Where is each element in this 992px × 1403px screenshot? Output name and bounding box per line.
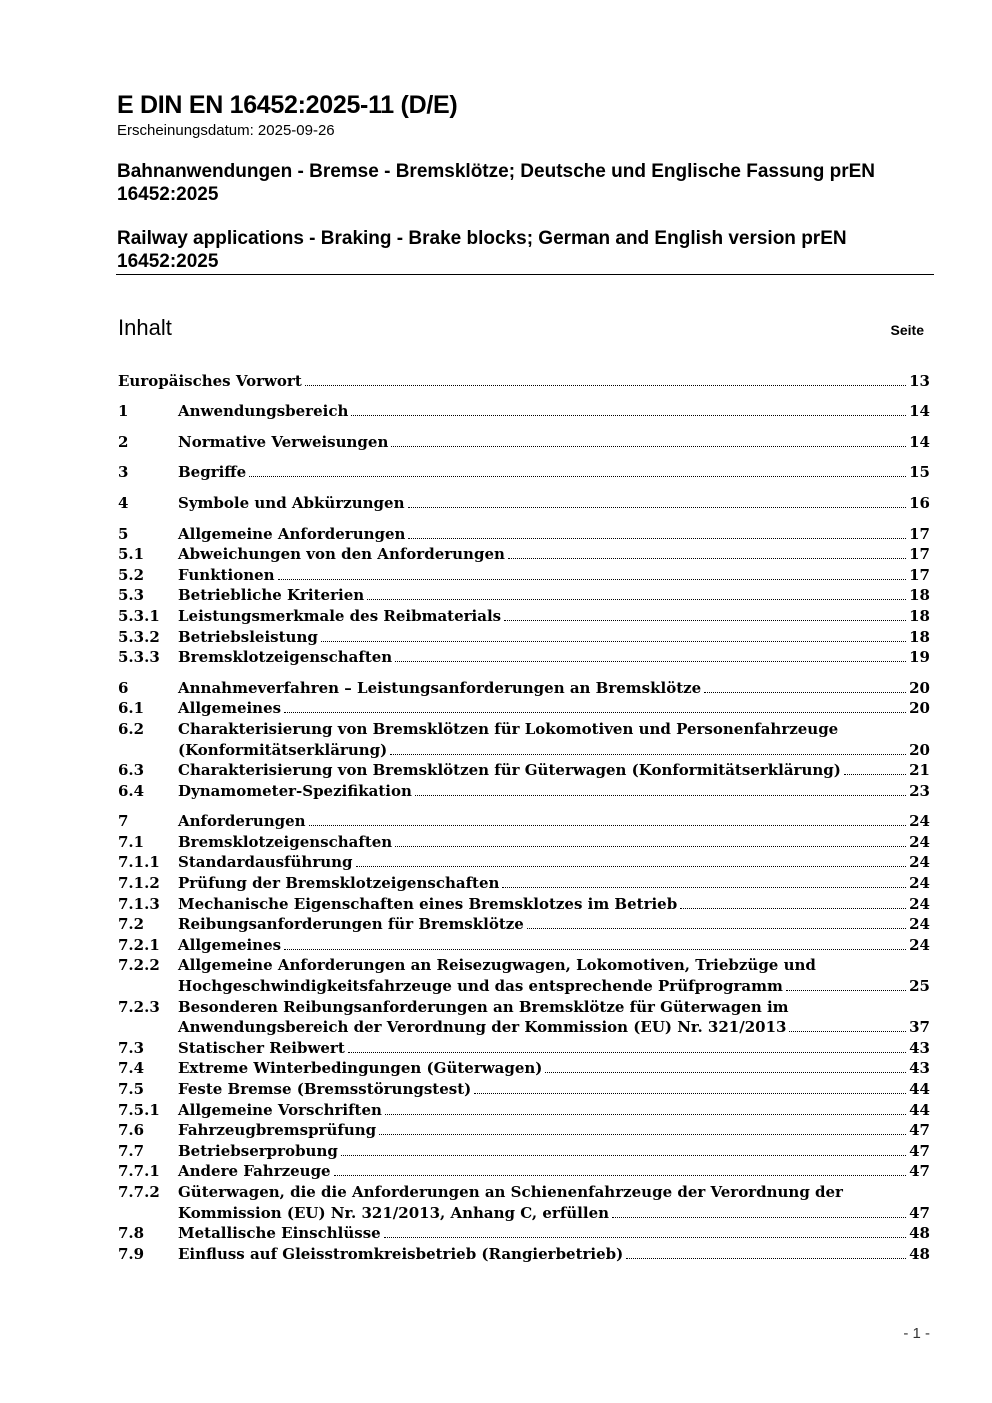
toc-entry-page: 20 — [909, 678, 930, 697]
toc-entry-page: 24 — [909, 874, 930, 893]
toc-entry-page: 24 — [909, 832, 930, 851]
toc-entry[interactable] — [118, 1223, 930, 1244]
title-german: Bahnanwendungen - Bremse - Bremsklötze; Deutsche und Englische Fassung prEN 16452:2025 — [117, 161, 876, 205]
toc-entry-title-wrap — [178, 832, 909, 852]
toc-entry-number: 7.1.2 — [118, 874, 160, 893]
toc-leader-dots — [395, 846, 906, 847]
toc-entry-title-wrap — [178, 719, 910, 739]
toc-entry-page: 37 — [909, 1018, 930, 1037]
toc-entry[interactable] — [118, 544, 930, 565]
toc-entry-title-wrap — [178, 647, 909, 667]
toc-entry-number: 3 — [118, 463, 129, 482]
toc-entry-title: Allgemeine Anforderungen an Reisezugwagen, Lokomotiven, Triebzüge und — [178, 956, 816, 975]
toc-entry-page: 16 — [909, 493, 930, 512]
toc-entry-title: Anwendungsbereich der Verordnung der Kommission (EU) Nr. 321/2013 — [178, 1018, 787, 1037]
toc-entry-number: 5.3.2 — [118, 627, 160, 646]
toc-entry-title-wrap — [178, 524, 909, 544]
toc-entry-title: Leistungsmerkmale des Reibmaterials — [178, 606, 502, 625]
toc-entry-page: 18 — [909, 606, 930, 625]
toc-entry-number: 7.2.2 — [118, 956, 160, 975]
toc-entry-number: 7 — [118, 812, 129, 831]
toc-leader-dots — [249, 476, 906, 477]
toc-entry[interactable] — [118, 955, 930, 976]
toc-leader-dots — [408, 507, 907, 508]
toc-leader-dots — [367, 599, 906, 600]
toc-entry-page: 19 — [909, 648, 930, 667]
toc-leader-dots — [504, 620, 906, 621]
toc-entry-title: Betriebserprobung — [178, 1141, 338, 1160]
toc-entry-title-wrap — [178, 914, 909, 934]
toc-entry-title-wrap — [178, 1017, 909, 1037]
toc-entry-title: Funktionen — [178, 565, 275, 584]
toc-entry-title: Feste Bremse (Bremsstörungstest) — [178, 1080, 472, 1098]
toc-leader-dots — [680, 908, 906, 909]
toc-entry-title-wrap — [178, 873, 909, 893]
toc-entry[interactable] — [118, 370, 930, 391]
toc-entry-page: 47 — [909, 1121, 930, 1140]
toc-entry[interactable] — [118, 1202, 930, 1223]
toc-entry-number: 7.3 — [118, 1038, 145, 1057]
toc-leader-dots — [341, 1155, 906, 1156]
toc-leader-dots — [384, 1237, 906, 1238]
toc-entry-title: Allgemeine Anforderungen — [178, 524, 406, 543]
toc-leader-dots — [309, 825, 907, 826]
toc-entry-page: 24 — [909, 915, 930, 934]
toc-entry-title-wrap — [178, 678, 909, 698]
toc-entry-page: 13 — [909, 371, 930, 390]
toc-leader-dots — [415, 795, 906, 796]
toc-entry[interactable] — [118, 996, 930, 1017]
toc-entry-page: 17 — [909, 524, 930, 543]
toc-entry[interactable] — [118, 760, 930, 781]
toc-entry-page: 14 — [909, 402, 930, 421]
toc-entry-title-wrap — [178, 894, 909, 914]
toc-entry-title: Güterwagen, die die Anforderungen an Schienenfahrzeuge der Verordnung der — [178, 1182, 843, 1201]
toc-entry-page: 47 — [909, 1203, 930, 1222]
toc-entry-number: 7.2 — [118, 915, 145, 934]
toc-entry-page: 48 — [909, 1244, 930, 1263]
toc-entry-title: Charakterisierung von Bremsklötzen für Güterwagen (Konformitätserklärung) — [178, 761, 841, 780]
toc-leader-dots — [284, 949, 906, 950]
toc-entry-title: Dynamometer-Spezifikation — [178, 781, 412, 800]
toc-entry-title: Normative Verweisungen — [178, 432, 389, 451]
toc-entry-number: 5 — [118, 524, 129, 543]
toc-entry-title-wrap — [178, 1079, 909, 1099]
toc-entry-page: 24 — [909, 812, 930, 831]
toc-entry-title: Begriffe — [178, 463, 247, 482]
toc-entry[interactable] — [118, 739, 930, 760]
toc-leader-dots — [408, 538, 906, 539]
toc-entry-number: 1 — [118, 402, 129, 421]
toc-entry[interactable] — [118, 677, 930, 698]
toc-entry-number: 6.2 — [118, 719, 145, 738]
toc-entry[interactable] — [118, 872, 930, 893]
toc-entry-page: 24 — [909, 894, 930, 913]
toc-entry-page: 17 — [909, 545, 930, 564]
toc-leader-dots — [508, 558, 906, 559]
toc-entry-title-wrap — [178, 781, 909, 801]
table-of-contents — [118, 370, 930, 1264]
toc-entry-title-wrap — [178, 1058, 909, 1078]
toc-entry-title-wrap — [178, 1120, 909, 1140]
toc-entry[interactable] — [118, 523, 930, 544]
toc-entry-title: Einfluss auf Gleisstromkreisbetrieb (Rangierbetrieb) — [178, 1244, 624, 1263]
toc-entry-page: 21 — [909, 761, 930, 780]
toc-entry-number: 7.2.1 — [118, 935, 160, 954]
toc-entry-page: 47 — [909, 1141, 930, 1160]
toc-entry-number: 7.6 — [118, 1121, 145, 1140]
toc-entry-page: 18 — [909, 586, 930, 605]
toc-leader-dots — [527, 928, 906, 929]
toc-entry[interactable] — [118, 605, 930, 626]
toc-leader-dots — [395, 661, 906, 662]
toc-entry-title-wrap — [178, 760, 909, 780]
toc-entry-number: 7.5.1 — [118, 1100, 160, 1119]
toc-entry-title: Bremsklotzeigenschaften — [178, 648, 393, 667]
toc-entry-title-wrap — [178, 997, 910, 1017]
toc-entry-title: Betriebsleistung — [178, 627, 318, 646]
toc-entry-number: 6.4 — [118, 781, 145, 800]
toc-entry-title: Annahmeverfahren – Leistungsanforderungen an Bremsklötze — [178, 678, 702, 697]
toc-entry[interactable] — [118, 975, 930, 996]
toc-entry-title: Mechanische Eigenschaften eines Bremsklotzes im Betrieb — [178, 894, 678, 913]
toc-entry[interactable] — [118, 831, 930, 852]
toc-entry[interactable] — [118, 1243, 930, 1264]
toc-leader-dots — [385, 1114, 906, 1115]
toc-entry-title-wrap — [178, 1038, 909, 1058]
toc-entry-page: 14 — [909, 432, 930, 451]
toc-entry-title: Europäisches Vorwort — [118, 371, 302, 390]
toc-entry[interactable] — [118, 893, 930, 914]
toc-entry-title-wrap — [178, 462, 909, 482]
toc-entry-page: 43 — [909, 1038, 930, 1057]
toc-entry-page: 44 — [909, 1080, 930, 1098]
toc-entry[interactable] — [118, 934, 930, 955]
toc-entry[interactable] — [118, 1099, 930, 1120]
toc-entry-number: 5.3.3 — [118, 648, 160, 667]
toc-entry-number: 4 — [118, 493, 129, 512]
toc-entry-page: 20 — [909, 740, 930, 759]
toc-entry-page: 48 — [909, 1224, 930, 1243]
toc-entry-title-wrap — [178, 1161, 909, 1181]
toc-entry[interactable] — [118, 585, 930, 606]
toc-entry-number: 6.1 — [118, 699, 145, 718]
toc-leader-dots — [351, 415, 906, 416]
toc-entry[interactable] — [118, 1120, 930, 1141]
toc-entry-title-wrap — [178, 627, 909, 647]
toc-entry-title: Abweichungen von den Anforderungen — [178, 545, 505, 564]
toc-entry[interactable] — [118, 1017, 930, 1038]
toc-entry-title-wrap — [118, 371, 909, 391]
toc-leader-dots — [844, 774, 906, 775]
toc-entry-title: Prüfung der Bremsklotzeigenschaften — [178, 874, 500, 893]
toc-entry-title-wrap — [178, 565, 909, 585]
toc-leader-dots — [474, 1093, 906, 1094]
toc-entry-title: Anforderungen — [178, 812, 306, 831]
toc-entry[interactable] — [118, 564, 930, 585]
toc-leader-dots — [348, 1052, 906, 1053]
toc-entry-title: Standardausführung — [178, 853, 353, 872]
toc-entry[interactable] — [118, 1058, 930, 1079]
page-number: - 1 - — [903, 1325, 930, 1342]
toc-entry-number: 2 — [118, 432, 129, 451]
toc-entry[interactable] — [118, 462, 930, 483]
toc-entry-title-wrap — [178, 740, 909, 760]
toc-leader-dots — [284, 712, 906, 713]
toc-entry-title-wrap — [178, 976, 909, 996]
toc-entry-title-wrap — [178, 544, 909, 564]
toc-entry-title: Allgemeine Vorschriften — [178, 1100, 382, 1119]
toc-entry[interactable] — [118, 811, 930, 832]
toc-entry-number: 7.4 — [118, 1059, 145, 1078]
toc-entry-page: 24 — [909, 935, 930, 954]
toc-entry-title-wrap — [178, 811, 909, 831]
toc-entry[interactable] — [118, 780, 930, 801]
toc-entry-title-wrap — [178, 493, 909, 513]
toc-leader-dots — [356, 866, 907, 867]
toc-entry-title-wrap — [178, 1203, 909, 1223]
toc-leader-dots — [321, 641, 906, 642]
toc-entry[interactable] — [118, 647, 930, 668]
toc-entry-title-wrap — [178, 401, 909, 421]
toc-entry-number: 6.3 — [118, 761, 145, 780]
toc-entry-page: 18 — [909, 627, 930, 646]
toc-leader-dots — [545, 1072, 906, 1073]
toc-entry-title: Reibungsanforderungen für Bremsklötze — [178, 915, 524, 934]
toc-leader-dots — [390, 754, 906, 755]
page-column-label: Seite — [890, 322, 924, 338]
toc-entry-page: 23 — [909, 781, 930, 800]
toc-entry-number: 7.5 — [118, 1080, 145, 1098]
toc-entry-number: 7.9 — [118, 1244, 145, 1263]
toc-entry-number: 5.3 — [118, 586, 145, 605]
toc-entry-number: 7.1.1 — [118, 853, 160, 872]
toc-entry-page: 17 — [909, 565, 930, 584]
toc-entry[interactable] — [118, 492, 930, 513]
toc-entry[interactable] — [118, 1078, 930, 1099]
toc-entry-number: 6 — [118, 678, 129, 697]
toc-entry-title: Fahrzeugbremsprüfung — [178, 1121, 377, 1140]
toc-leader-dots — [626, 1258, 906, 1259]
toc-entry-title-wrap — [178, 585, 909, 605]
toc-leader-dots — [334, 1175, 907, 1176]
toc-entry-page: 43 — [909, 1059, 930, 1078]
toc-entry-title: Anwendungsbereich — [178, 402, 349, 421]
toc-entry-number: 7.7.2 — [118, 1182, 160, 1201]
toc-entry-title: Allgemeines — [178, 935, 282, 954]
toc-entry-number: 5.3.1 — [118, 606, 160, 625]
toc-entry-number: 5.1 — [118, 545, 145, 564]
toc-entry-title: Betriebliche Kriterien — [178, 586, 365, 605]
toc-entry[interactable] — [118, 401, 930, 422]
publication-date: Erscheinungsdatum: 2025-09-26 — [117, 122, 335, 139]
toc-entry-title: Hochgeschwindigkeitsfahrzeuge und das entsprechende Prüfprogramm — [178, 977, 783, 996]
toc-entry-title: Bremsklotzeigenschaften — [178, 832, 393, 851]
header-divider — [116, 274, 934, 275]
toc-entry-number: 7.2.3 — [118, 997, 160, 1016]
toc-entry[interactable] — [118, 914, 930, 935]
toc-entry-title-wrap — [178, 955, 910, 975]
toc-entry-title-wrap — [178, 1141, 909, 1161]
toc-entry-title-wrap — [178, 606, 909, 626]
toc-entry-page: 25 — [909, 977, 930, 996]
toc-entry-number: 7.1 — [118, 832, 145, 851]
toc-leader-dots — [704, 692, 906, 693]
toc-entry-page: 47 — [909, 1162, 930, 1181]
toc-entry-title-wrap — [178, 852, 909, 872]
toc-entry-number: 7.8 — [118, 1224, 145, 1243]
toc-entry-title-wrap — [178, 1182, 910, 1202]
toc-entry-title-wrap — [178, 1244, 909, 1264]
toc-entry-number: 7.7.1 — [118, 1162, 160, 1181]
toc-leader-dots — [612, 1217, 906, 1218]
toc-leader-dots — [789, 1031, 906, 1032]
title-english: Railway applications - Braking - Brake blocks; German and English version prEN 16452:2025 — [117, 228, 847, 272]
toc-entry[interactable] — [118, 852, 930, 873]
toc-leader-dots — [502, 887, 906, 888]
toc-entry[interactable] — [118, 1161, 930, 1182]
toc-leader-dots — [786, 990, 906, 991]
toc-entry-title-wrap — [178, 432, 909, 452]
toc-leader-dots — [379, 1134, 906, 1135]
toc-entry-title-wrap — [178, 1100, 909, 1120]
toc-entry-title: Extreme Winterbedingungen (Güterwagen) — [178, 1059, 543, 1078]
toc-entry[interactable] — [118, 626, 930, 647]
toc-entry[interactable] — [118, 1181, 930, 1202]
toc-entry-title: Symbole und Abkürzungen — [178, 493, 405, 512]
toc-entry[interactable] — [118, 718, 930, 739]
toc-entry-title: Statischer Reibwert — [178, 1038, 345, 1057]
toc-leader-dots — [305, 385, 906, 386]
toc-entry-title: Metallische Einschlüsse — [178, 1224, 381, 1243]
toc-entry-title: Kommission (EU) Nr. 321/2013, Anhang C, erfüllen — [178, 1203, 610, 1222]
toc-entry-title-wrap — [178, 698, 909, 718]
toc-entry-number: 7.7 — [118, 1141, 145, 1160]
toc-entry-title: Besonderen Reibungsanforderungen an Bremsklötze für Güterwagen im — [178, 997, 789, 1016]
toc-entry-title-wrap — [178, 1223, 909, 1243]
toc-entry-title-wrap — [178, 935, 909, 955]
toc-entry-page: 44 — [909, 1100, 930, 1119]
toc-entry-title: Allgemeines — [178, 699, 282, 718]
toc-entry-title: Charakterisierung von Bremsklötzen für Lokomotiven und Personenfahrzeuge — [178, 719, 839, 738]
toc-entry[interactable] — [118, 698, 930, 719]
toc-entry-number: 7.1.3 — [118, 894, 160, 913]
toc-entry[interactable] — [118, 1037, 930, 1058]
toc-entry-title: (Konformitätserklärung) — [178, 740, 388, 759]
toc-entry-title: Andere Fahrzeuge — [178, 1162, 331, 1181]
document-id: E DIN EN 16452:2025-11 (D/E) — [117, 91, 458, 119]
toc-leader-dots — [391, 446, 906, 447]
toc-entry[interactable] — [118, 431, 930, 452]
document-header — [117, 90, 935, 273]
toc-entry-page: 15 — [909, 463, 930, 482]
toc-entry-number: 5.2 — [118, 565, 145, 584]
toc-entry-page: 20 — [909, 699, 930, 718]
toc-heading: Inhalt — [118, 315, 172, 340]
toc-leader-dots — [278, 579, 907, 580]
toc-entry[interactable] — [118, 1140, 930, 1161]
toc-entry-page: 24 — [909, 853, 930, 872]
